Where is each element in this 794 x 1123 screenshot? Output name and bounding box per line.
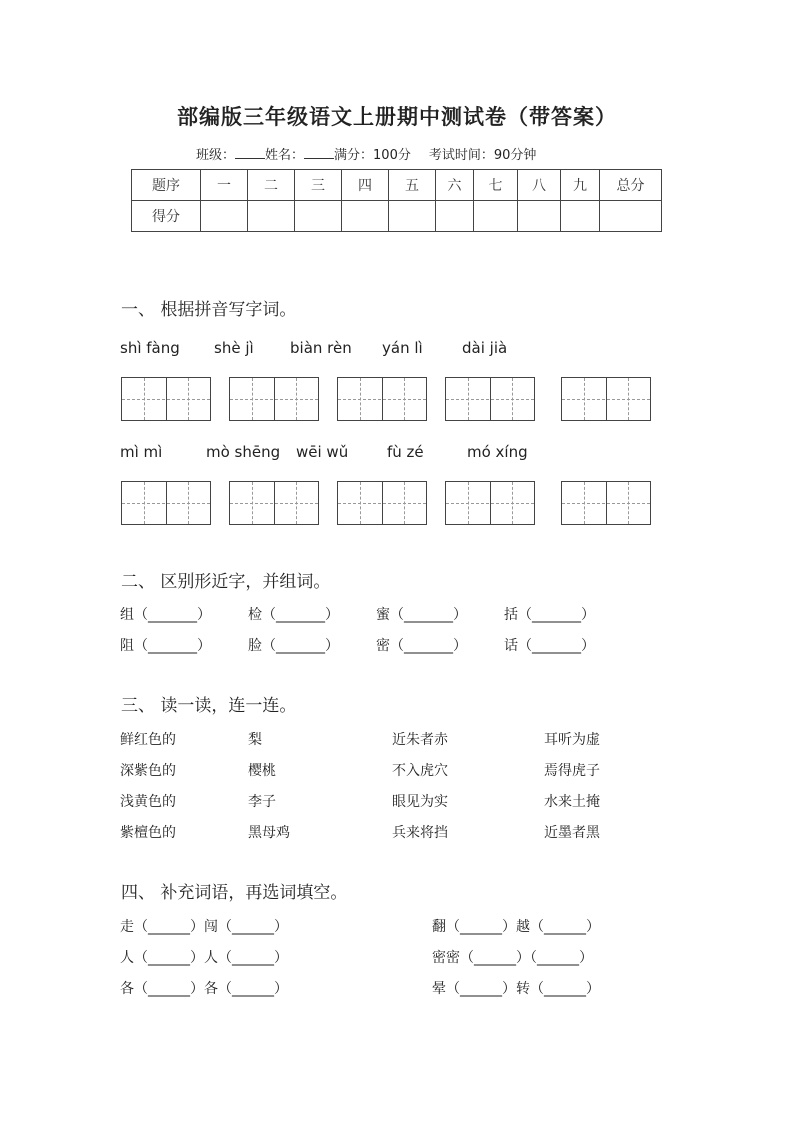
- writing-grid[interactable]: [445, 377, 535, 421]
- name-blank[interactable]: [304, 146, 334, 159]
- score-header-cell: 七: [474, 170, 518, 201]
- score-header-cell: 二: [248, 170, 295, 201]
- section-3-heading: 三、 读一读，连一连。: [121, 696, 297, 716]
- match-item[interactable]: 兵来将挡: [392, 825, 448, 841]
- score-header-cell: 四: [342, 170, 389, 201]
- score-row-label: 得分: [132, 201, 201, 232]
- score-cell[interactable]: [342, 201, 389, 232]
- writing-grid[interactable]: [561, 377, 651, 421]
- pinyin-label: mì mì: [120, 443, 163, 461]
- fill-word-item[interactable]: 翻（______）越（______）: [432, 919, 600, 935]
- score-cell[interactable]: [436, 201, 474, 232]
- writing-grid[interactable]: [337, 481, 427, 525]
- writing-grid[interactable]: [229, 377, 319, 421]
- score-cell[interactable]: [474, 201, 518, 232]
- pinyin-label: yán lì: [382, 339, 423, 357]
- match-item[interactable]: 焉得虎子: [544, 763, 600, 779]
- match-item[interactable]: 黑母鸡: [248, 825, 290, 841]
- fill-word-item[interactable]: 晕（______）转（______）: [432, 981, 600, 997]
- pinyin-label: shì fàng: [120, 339, 180, 357]
- section-1-heading: 一、 根据拼音写字词。: [121, 300, 297, 320]
- fill-word-item[interactable]: 各（______）各（______）: [120, 981, 288, 997]
- score-header-cell: 九: [561, 170, 600, 201]
- score-table-score-row: [132, 201, 662, 232]
- word-group-item[interactable]: 密（_______）: [376, 638, 467, 654]
- full-score-text: 满分：100分: [334, 148, 411, 163]
- writing-grid[interactable]: [561, 481, 651, 525]
- pinyin-label: wēi wǔ: [296, 443, 349, 461]
- fill-word-item[interactable]: 走（______）闯（______）: [120, 919, 288, 935]
- match-item[interactable]: 鲜红色的: [120, 732, 176, 748]
- match-item[interactable]: 近墨者黑: [544, 825, 600, 841]
- score-cell[interactable]: [389, 201, 436, 232]
- exam-time-text: 考试时间：90分钟: [428, 148, 537, 163]
- match-item[interactable]: 近朱者赤: [392, 732, 448, 748]
- word-group-item[interactable]: 括（_______）: [504, 607, 595, 623]
- match-item[interactable]: 深紫色的: [120, 763, 176, 779]
- match-item[interactable]: 眼见为实: [392, 794, 448, 810]
- word-group-item[interactable]: 组（_______）: [120, 607, 211, 623]
- pinyin-label: fù zé: [387, 443, 424, 461]
- score-header-cell: 一: [201, 170, 248, 201]
- pinyin-label: dài jià: [462, 339, 508, 357]
- score-header-cell: 八: [518, 170, 561, 201]
- score-cell[interactable]: [248, 201, 295, 232]
- score-header-cell: 总分: [600, 170, 662, 201]
- match-item[interactable]: 李子: [248, 794, 276, 810]
- page-title: 部编版三年级语文上册期中测试卷（带答案）: [177, 104, 617, 129]
- match-item[interactable]: 樱桃: [248, 763, 276, 779]
- match-item[interactable]: 紫檀色的: [120, 825, 176, 841]
- score-header-cell: 三: [295, 170, 342, 201]
- fill-word-item[interactable]: 密密（______）（______）: [432, 950, 593, 966]
- score-header-cell: 题序: [132, 170, 201, 201]
- score-header-cell: 五: [389, 170, 436, 201]
- score-cell[interactable]: [561, 201, 600, 232]
- score-cell[interactable]: [295, 201, 342, 232]
- pinyin-label: mó xíng: [467, 443, 528, 461]
- class-blank[interactable]: [235, 146, 265, 159]
- match-item[interactable]: 水来土掩: [544, 794, 600, 810]
- section-4-heading: 四、 补充词语，再选词填空。: [121, 883, 348, 903]
- writing-grid[interactable]: [445, 481, 535, 525]
- score-cell[interactable]: [600, 201, 662, 232]
- word-group-item[interactable]: 阻（_______）: [120, 638, 211, 654]
- word-group-item[interactable]: 检（_______）: [248, 607, 339, 623]
- score-cell[interactable]: [201, 201, 248, 232]
- name-label: 姓名：: [265, 148, 305, 163]
- word-group-item[interactable]: 话（_______）: [504, 638, 595, 654]
- pinyin-label: shè jì: [214, 339, 254, 357]
- pinyin-label: mò shēng: [206, 443, 281, 461]
- class-label: 班级：: [196, 148, 236, 163]
- score-header-cell: 六: [436, 170, 474, 201]
- score-table: [131, 169, 662, 232]
- section-2-heading: 二、 区别形近字，并组词。: [121, 572, 331, 592]
- match-item[interactable]: 耳听为虚: [544, 732, 600, 748]
- score-cell[interactable]: [518, 201, 561, 232]
- score-table-header-row: [132, 170, 662, 201]
- pinyin-label: biàn rèn: [290, 339, 352, 357]
- writing-grid[interactable]: [121, 377, 211, 421]
- match-item[interactable]: 浅黄色的: [120, 794, 176, 810]
- word-group-item[interactable]: 蜜（_______）: [376, 607, 467, 623]
- student-info-line: [196, 144, 536, 163]
- match-item[interactable]: 梨: [248, 732, 262, 748]
- word-group-item[interactable]: 脸（_______）: [248, 638, 339, 654]
- writing-grid[interactable]: [337, 377, 427, 421]
- fill-word-item[interactable]: 人（______）人（______）: [120, 950, 288, 966]
- writing-grid[interactable]: [121, 481, 211, 525]
- match-item[interactable]: 不入虎穴: [392, 763, 448, 779]
- writing-grid[interactable]: [229, 481, 319, 525]
